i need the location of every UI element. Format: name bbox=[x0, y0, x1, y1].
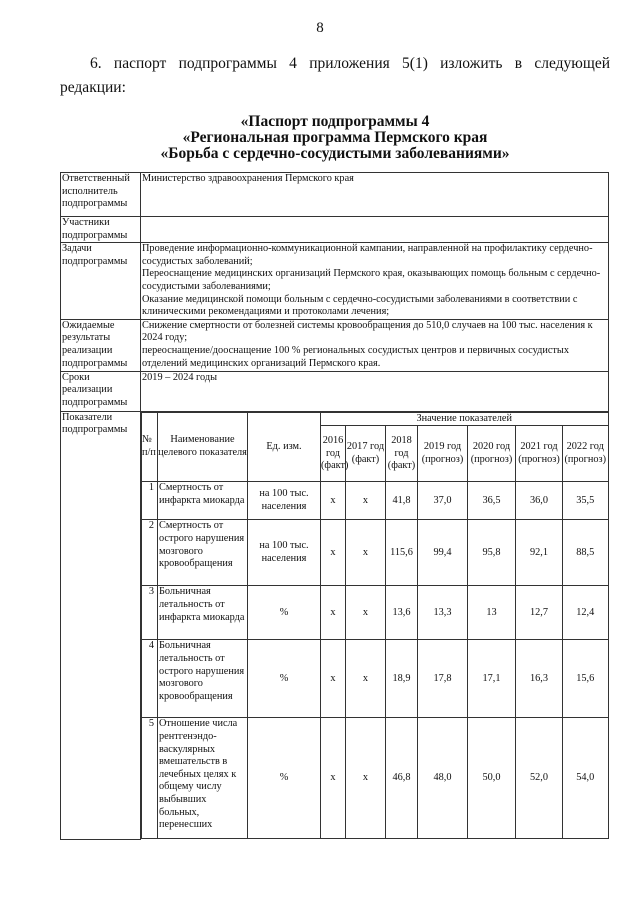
value-line: переоснащение/дооснащение 100 % региональных сосудистых центров и первичных сосудистых отделений медицинских организаций Пермского края. bbox=[142, 344, 569, 369]
passport-row bbox=[61, 217, 609, 243]
header-unit: Ед. изм. bbox=[248, 412, 321, 482]
indicator-value: 99,4 bbox=[418, 520, 468, 586]
header-year: 2021 год (прогноз) bbox=[516, 426, 563, 482]
indicator-value: 52,0 bbox=[516, 718, 563, 839]
indicator-value: 17,1 bbox=[468, 640, 516, 718]
header-year: 2016 год (факт) bbox=[321, 426, 346, 482]
passport-row bbox=[61, 411, 609, 839]
row-number: 3 bbox=[142, 586, 158, 640]
indicator-value: 13 bbox=[468, 586, 516, 640]
indicator-value: 13,3 bbox=[418, 586, 468, 640]
header-year: 2019 год (прогноз) bbox=[418, 426, 468, 482]
row-value bbox=[141, 243, 609, 320]
header-year: 2018 год (факт) bbox=[386, 426, 418, 482]
row-value bbox=[141, 319, 609, 371]
value-line: 2019 – 2024 годы bbox=[142, 371, 218, 383]
indicator-name: Больничная летальность от инфаркта миокарда bbox=[158, 586, 248, 640]
passport-row bbox=[61, 243, 609, 320]
row-number: 1 bbox=[142, 482, 158, 520]
indicator-value: 16,3 bbox=[516, 640, 563, 718]
indicator-value: 48,0 bbox=[418, 718, 468, 839]
indicator-value: х bbox=[346, 718, 386, 839]
indicator-value: 92,1 bbox=[516, 520, 563, 586]
value-line: Переоснащение медицинских организаций Пермского края, оказывающих помощь больным с сердечно-сосудистыми заболеваниями; bbox=[142, 268, 601, 292]
indicator-value: 115,6 bbox=[386, 520, 418, 586]
header-year: 2020 год (прогноз) bbox=[468, 426, 516, 482]
header-year: 2022 год (прогноз) bbox=[563, 426, 609, 482]
value-line: Снижение смертности от болезней системы кровообращения до 510,0 случаев на 100 тыс. населения к 2024 году; bbox=[142, 319, 593, 344]
row-label: Задачи подпрограммы bbox=[61, 243, 141, 320]
indicator-name: Больничная летальность от острого нарушения мозгового кровообращения bbox=[158, 640, 248, 718]
indicator-unit: на 100 тыс. населения bbox=[248, 520, 321, 586]
row-value bbox=[141, 173, 609, 217]
indicator-value: 41,8 bbox=[386, 482, 418, 520]
row-label: Сроки реализации подпрограммы bbox=[61, 371, 141, 411]
row-number: 2 bbox=[142, 520, 158, 586]
indicator-value: х bbox=[321, 586, 346, 640]
page-number: 8 bbox=[316, 20, 324, 36]
value-line: Оказание медицинской помощи больным с сердечно-сосудистыми заболеваниями в соответствии с клиническими рекомендациями и протоколами лечения; bbox=[142, 293, 578, 318]
indicator-unit: % bbox=[248, 718, 321, 839]
header-year: 2017 год (факт) bbox=[346, 426, 386, 482]
indicator-value: 12,7 bbox=[516, 586, 563, 640]
row-label: Ответственный исполнитель подпрограммы bbox=[61, 173, 141, 217]
header-values-group: Значение показателей bbox=[321, 412, 609, 426]
passport-table bbox=[60, 172, 609, 840]
indicator-value: 36,5 bbox=[468, 482, 516, 520]
indicator-name: Смертность от инфаркта миокарда bbox=[158, 482, 248, 520]
indicator-value: 13,6 bbox=[386, 586, 418, 640]
table-row bbox=[142, 640, 609, 718]
title-line: «Паспорт подпрограммы 4 bbox=[240, 113, 430, 130]
indicator-value: 12,4 bbox=[563, 586, 609, 640]
indicator-unit: на 100 тыс. населения bbox=[248, 482, 321, 520]
indicator-value: 95,8 bbox=[468, 520, 516, 586]
row-value bbox=[141, 371, 609, 411]
indicator-value: х bbox=[321, 520, 346, 586]
indicator-value: 36,0 bbox=[516, 482, 563, 520]
indicator-value: х bbox=[321, 640, 346, 718]
title-line: «Региональная программа Пермского края bbox=[182, 129, 488, 146]
value-line: Министерство здравоохранения Пермского края bbox=[142, 173, 354, 184]
indicator-value: 35,5 bbox=[563, 482, 609, 520]
row-label: Показатели подпрограммы bbox=[61, 411, 141, 839]
indicator-value: 46,8 bbox=[386, 718, 418, 839]
value-line: Проведение информационно-коммуникационной кампании, направленной на профилактику сердечно-сосудистых заболеваний; bbox=[142, 243, 593, 267]
table-row bbox=[142, 586, 609, 640]
indicator-value: 88,5 bbox=[563, 520, 609, 586]
table-row bbox=[142, 718, 609, 839]
row-value bbox=[141, 217, 609, 243]
row-value bbox=[141, 411, 609, 839]
indicator-value: 18,9 bbox=[386, 640, 418, 718]
passport-row bbox=[61, 173, 609, 217]
passport-row bbox=[61, 371, 609, 411]
indicator-value: х bbox=[346, 586, 386, 640]
indicator-value: 37,0 bbox=[418, 482, 468, 520]
table-row bbox=[142, 482, 609, 520]
indicator-value: 17,8 bbox=[418, 640, 468, 718]
title-line: «Борьба с сердечно-сосудистыми заболеваниями» bbox=[160, 145, 510, 162]
passport-row bbox=[61, 319, 609, 371]
row-number: 4 bbox=[142, 640, 158, 718]
indicator-value: х bbox=[346, 640, 386, 718]
indicator-value: 15,6 bbox=[563, 640, 609, 718]
header-no: № п/п bbox=[142, 412, 158, 482]
indicator-value: х bbox=[321, 718, 346, 839]
row-label: Участники подпрограммы bbox=[61, 217, 141, 243]
indicators-table bbox=[141, 412, 609, 840]
indicator-name: Отношение числа рентгенэндо-васкулярных вмешательств в лечебных целях к общему числу выбывших больных, перенесших bbox=[158, 718, 248, 839]
table-row bbox=[142, 520, 609, 586]
indicator-unit: % bbox=[248, 640, 321, 718]
indicator-unit: % bbox=[248, 586, 321, 640]
indicator-value: 50,0 bbox=[468, 718, 516, 839]
row-label: Ожидаемые результаты реализации подпрограммы bbox=[61, 319, 141, 371]
indicator-name: Смертность от острого нарушения мозгового кровообращения bbox=[158, 520, 248, 586]
passport-title bbox=[60, 114, 610, 162]
header-name: Наименование целевого показателя bbox=[158, 412, 248, 482]
indicator-value: х bbox=[321, 482, 346, 520]
intro-paragraph: 6. паспорт подпрограммы 4 приложения 5(1) изложить в следующей редакции: bbox=[60, 55, 610, 96]
indicator-value: х bbox=[346, 482, 386, 520]
indicator-value: 54,0 bbox=[563, 718, 609, 839]
indicator-value: х bbox=[346, 520, 386, 586]
row-number: 5 bbox=[142, 718, 158, 839]
